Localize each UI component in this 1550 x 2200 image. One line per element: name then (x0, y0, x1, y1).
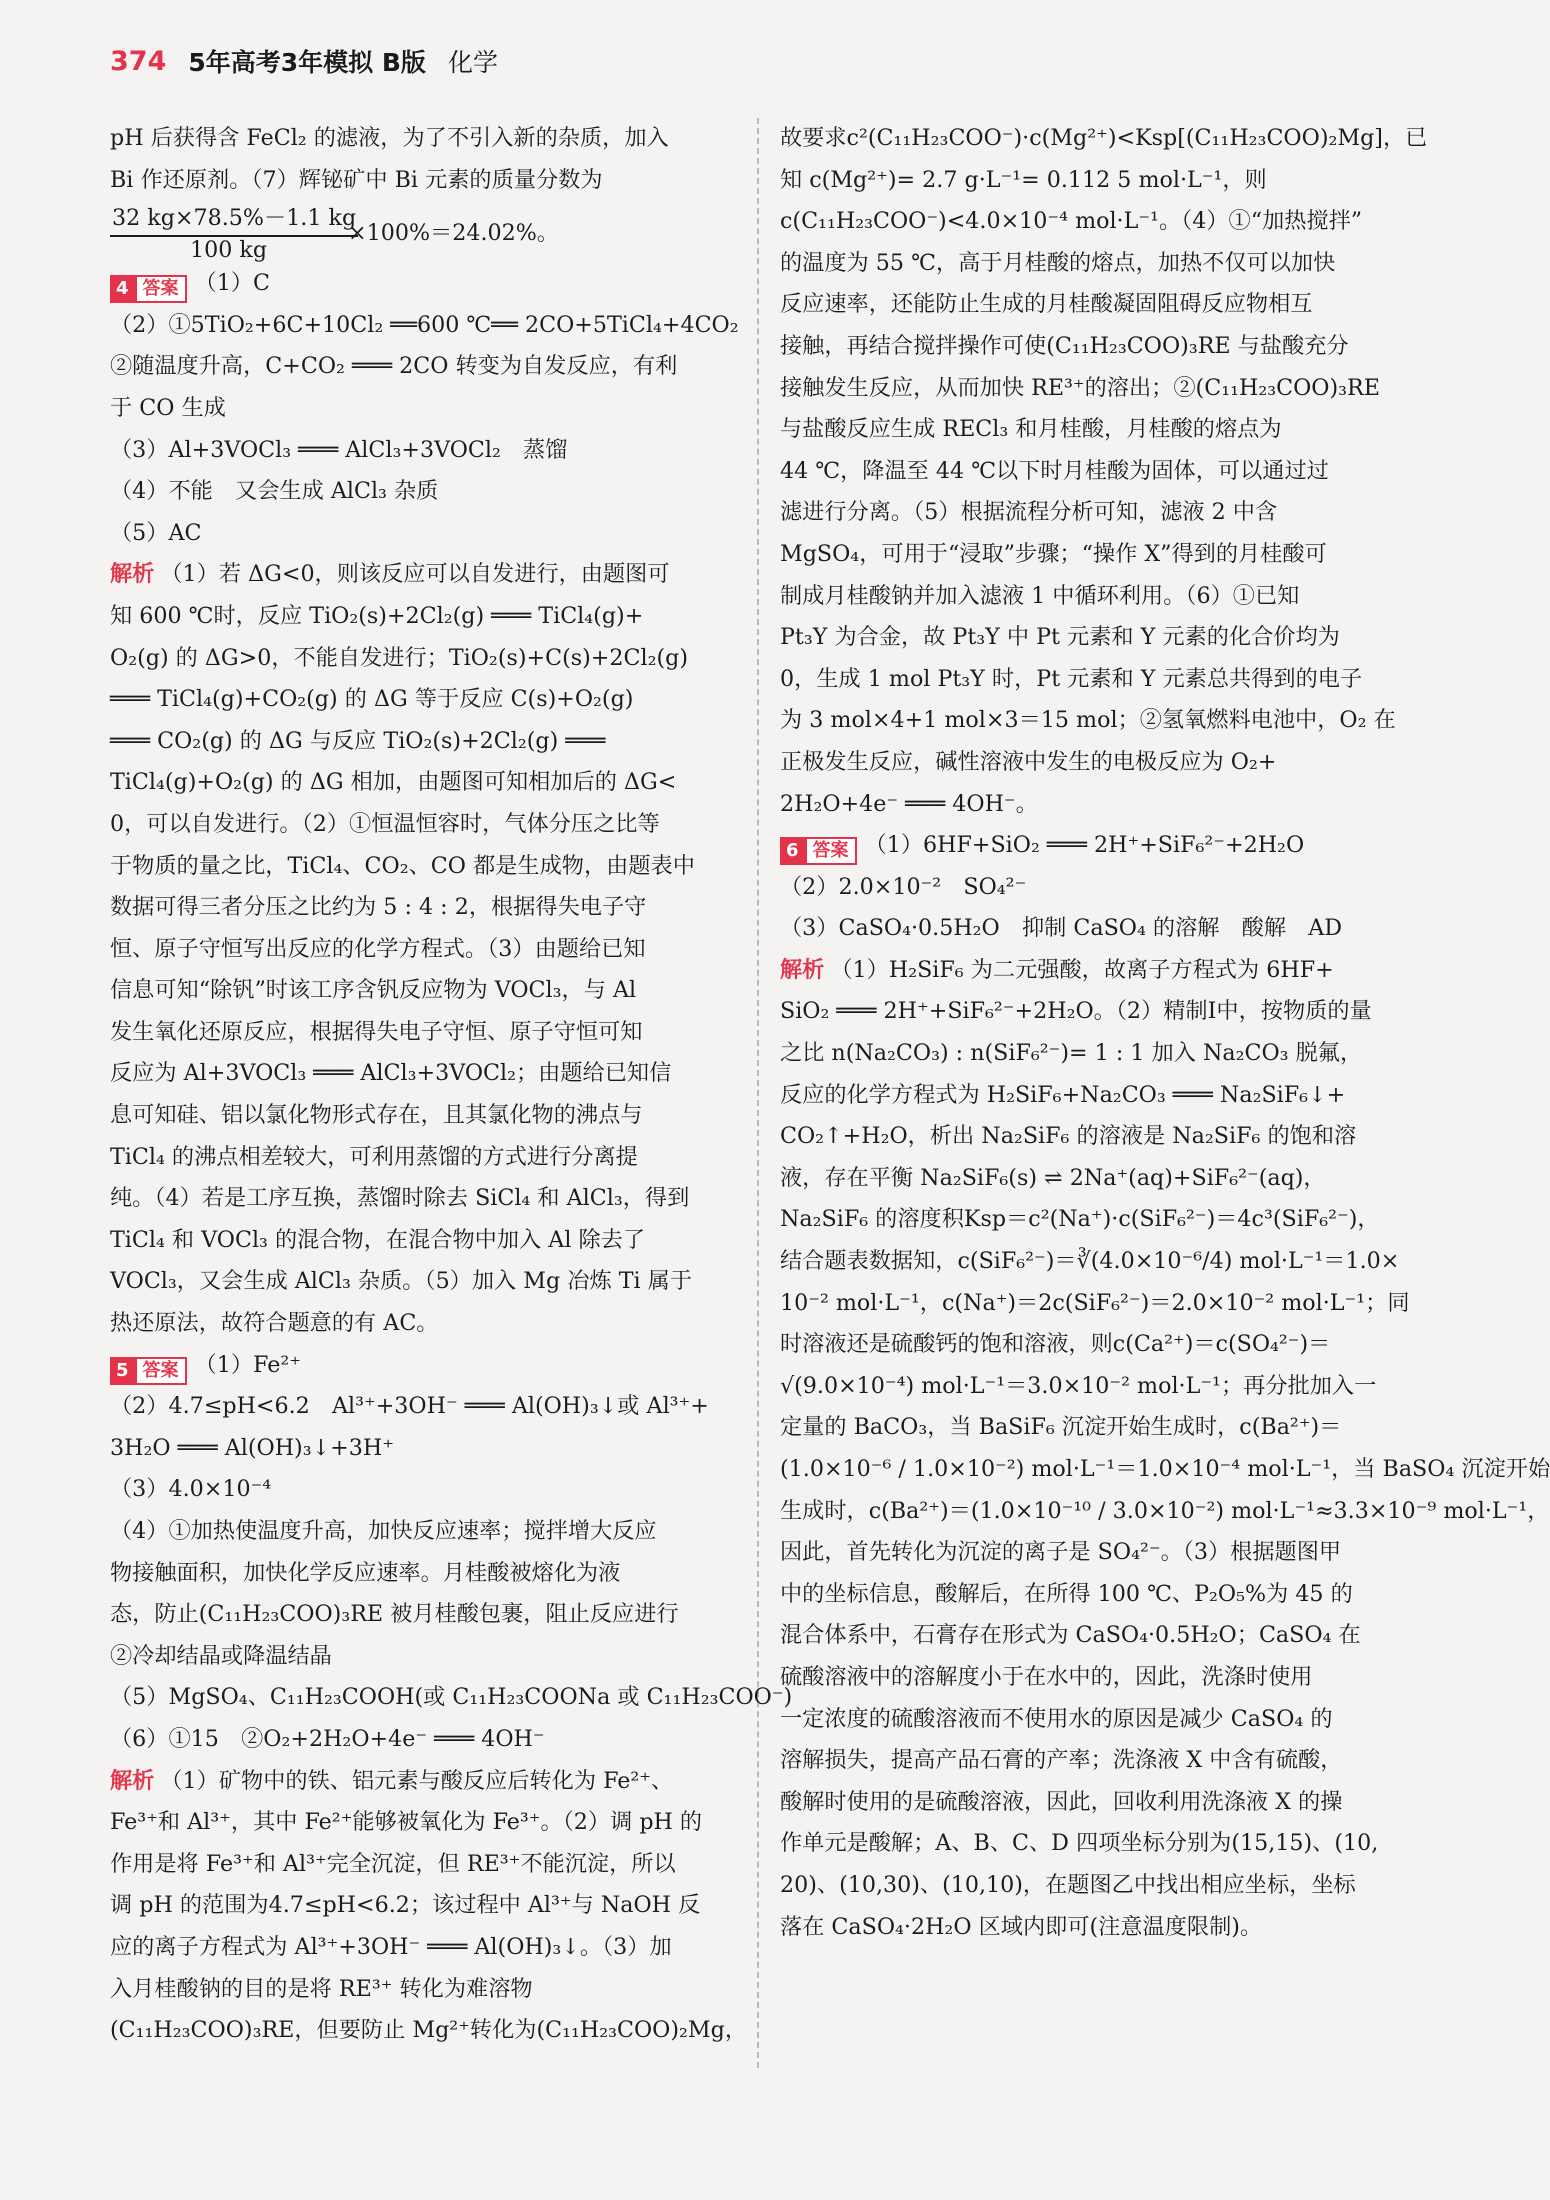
question-number: 6 (780, 837, 805, 865)
fraction-denominator: 100 kg (190, 237, 268, 264)
text-line: Pt₃Y 为合金，故 Pt₃Y 中 Pt 元素和 Y 元素的化合价均为 (780, 624, 1340, 651)
answer-line: （2）2.0×10⁻² SO₄²⁻ (780, 873, 1027, 900)
analysis-line: 恒、原子守恒写出反应的化学方程式。（3）由题给已知 (110, 935, 646, 962)
analysis-line: 时溶液还是硫酸钙的饱和溶液，则c(Ca²⁺)＝c(SO₄²⁻)＝ (780, 1331, 1331, 1358)
analysis-line: 反应的化学方程式为 H₂SiF₆+Na₂CO₃ ═══ Na₂SiF₆↓+ (780, 1081, 1346, 1108)
analysis-line: 液，存在平衡 Na₂SiF₆(s) ⇌ 2Na⁺(aq)+SiF₆²⁻(aq)， (780, 1164, 1326, 1191)
analysis-text: （1）若 ΔG<0，则该反应可以自发进行，由题图可 (160, 561, 670, 588)
page-header (110, 38, 498, 84)
text-line: 反应速率，还能防止生成的月桂酸凝固阻碍反应物相互 (780, 291, 1313, 318)
analysis-line: 作用是将 Fe³⁺和 Al³⁺完全沉淀，但 RE³⁺不能沉淀，所以 (110, 1850, 676, 1877)
analysis-text: （1）H₂SiF₆ 为二元强酸，故离子方程式为 6HF+ (830, 956, 1334, 983)
analysis-line: 入月桂酸钠的目的是将 RE³⁺ 转化为难溶物 (110, 1975, 533, 2002)
analysis-label: 解析 (110, 561, 155, 588)
analysis-line: 生成时，c(Ba²⁺)＝(1.0×10⁻¹⁰ / 3.0×10⁻²) mol·L⁻¹≈3.3×10⁻⁹ mol·L⁻¹， (780, 1497, 1550, 1524)
analysis-line: 反应为 Al+3VOCl₃ ═══ AlCl₃+3VOCl₂；由题给已知信 (110, 1060, 672, 1087)
answer-label: 答案 (805, 837, 857, 865)
analysis-line: 10⁻² mol·L⁻¹，c(Na⁺)＝2c(SiF₆²⁻)＝2.0×10⁻² mol·L⁻¹；同 (780, 1289, 1410, 1316)
analysis-line: 因此，首先转化为沉淀的离子是 SO₄²⁻。（3）根据题图甲 (780, 1539, 1342, 1566)
analysis-line: 落在 CaSO₄·2H₂O 区域内即可(注意温度限制)。 (780, 1913, 1263, 1940)
text-line: 滤进行分离。（5）根据流程分析可知，滤液 2 中含 (780, 499, 1278, 526)
question-number: 5 (110, 1357, 135, 1385)
analysis-line: 结合题表数据知，c(SiF₆²⁻)＝∛(4.0×10⁻⁶/4) mol·L⁻¹＝1.0× (780, 1248, 1400, 1275)
analysis-line: TiCl₄ 的沸点相差较大，可利用蒸馏的方式进行分离提 (110, 1143, 638, 1170)
q4-analysis-heading (110, 554, 736, 596)
text-line: 正极发生反应，碱性溶液中发生的电极反应为 O₂+ (780, 748, 1277, 775)
text-line: 制成月桂酸钠并加入滤液 1 中循环利用。（6）①已知 (780, 582, 1300, 609)
analysis-line: 数据可得三者分压之比约为 5 : 4 : 2，根据得失电子守 (110, 894, 647, 921)
answer-line: （3）4.0×10⁻⁴ (110, 1476, 272, 1503)
book-title: 5年高考3年模拟 B版 (188, 48, 426, 77)
answer-line: （3）CaSO₄·0.5H₂O 抑制 CaSO₄ 的溶解 酸解 AD (780, 915, 1343, 942)
analysis-line: ═══ CO₂(g) 的 ΔG 与反应 TiO₂(s)+2Cl₂(g) ═══ (110, 727, 606, 754)
answer-line: 物接触面积，加快化学反应速率。月桂酸被熔化为液 (110, 1559, 621, 1586)
question-number: 4 (110, 275, 135, 303)
answer-line: ②随温度升高，C+CO₂ ═══ 2CO 转变为自发反应，有利 (110, 353, 678, 380)
fraction-formula (110, 201, 736, 263)
analysis-line: (1.0×10⁻⁶ / 1.0×10⁻²) mol·L⁻¹＝1.0×10⁻⁴ mol·L⁻¹，当 BaSO₄ 沉淀开始 (780, 1456, 1550, 1482)
analysis-line: 知 600 ℃时，反应 TiO₂(s)+2Cl₂(g) ═══ TiCl₄(g)+ (110, 602, 644, 629)
answer-line: 态，防止(C₁₁H₂₃COO)₃RE 被月桂酸包裹，阻止反应进行 (110, 1601, 679, 1628)
analysis-line: 调 pH 的范围为4.7≤pH<6.2；该过程中 Al³⁺与 NaOH 反 (110, 1892, 701, 1919)
text-line: 2H₂O+4e⁻ ═══ 4OH⁻。 (780, 790, 1038, 817)
answer-text: （1）C (194, 270, 270, 297)
analysis-line: ═══ TiCl₄(g)+CO₂(g) 的 ΔG 等于反应 C(s)+O₂(g) (110, 686, 634, 713)
analysis-line: 之比 n(Na₂CO₃) : n(SiF₆²⁻)= 1 : 1 加入 Na₂CO₃ 脱氟， (780, 1040, 1363, 1067)
analysis-line: (C₁₁H₂₃COO)₃RE，但要防止 Mg²⁺转化为(C₁₁H₂₃COO)₂Mg， (110, 2017, 748, 2044)
answer-line: 3H₂O ═══ Al(OH)₃↓+3H⁺ (110, 1434, 394, 1461)
analysis-line: CO₂↑+H₂O，析出 Na₂SiF₆ 的溶液是 Na₂SiF₆ 的饱和溶 (780, 1123, 1357, 1150)
q6-analysis-heading (780, 950, 1410, 992)
answer-line: （2）①5TiO₂+6C+10Cl₂ ══600 ℃══ 2CO+5TiCl₄+4CO₂ (110, 311, 739, 338)
analysis-line: 硫酸溶液中的溶解度小于在水中的，因此，洗涤时使用 (780, 1663, 1313, 1690)
analysis-line: 于物质的量之比，TiCl₄、CO₂、CO 都是生成物，由题表中 (110, 852, 695, 879)
analysis-line: O₂(g) 的 ΔG>0，不能自发进行；TiO₂(s)+C(s)+2Cl₂(g) (110, 644, 688, 671)
analysis-line: 20)、(10,30)、(10,10)，在题图乙中找出相应坐标，坐标 (780, 1871, 1356, 1898)
answer-line: （5）MgSO₄、C₁₁H₂₃COOH(或 C₁₁H₂₃COONa 或 C₁₁H₂₃COO⁻) (110, 1684, 793, 1711)
analysis-line: 发生氧化还原反应，根据得失电子守恒、原子守恒可知 (110, 1018, 643, 1045)
answer-line: （5）AC (110, 519, 202, 546)
analysis-line: SiO₂ ═══ 2H⁺+SiF₆²⁻+2H₂O。（2）精制Ⅰ中，按物质的量 (780, 998, 1372, 1025)
analysis-line: 混合体系中，石膏存在形式为 CaSO₄·0.5H₂O；CaSO₄ 在 (780, 1622, 1361, 1649)
q5-analysis-heading (110, 1761, 736, 1803)
text-line: 接触发生反应，从而加快 RE³⁺的溶出；②(C₁₁H₂₃COO)₃RE (780, 374, 1380, 401)
subject-label: 化学 (447, 48, 498, 77)
text-line: 为 3 mol×4+1 mol×3＝15 mol；②氢氧燃料电池中，O₂ 在 (780, 707, 1396, 734)
answer-badge (780, 837, 857, 865)
answer-line: （4）①加热使温度升高，加快反应速率；搅拌增大反应 (110, 1518, 657, 1544)
analysis-line: 中的坐标信息，酸解后，在所得 100 ℃、P₂O₅%为 45 的 (780, 1580, 1353, 1607)
text-line: 知 c(Mg²⁺)= 2.7 g·L⁻¹= 0.112 5 mol·L⁻¹，则 (780, 166, 1267, 193)
answer-text: （1）6HF+SiO₂ ═══ 2H⁺+SiF₆²⁻+2H₂O (864, 832, 1305, 859)
text-line: 44 ℃，降温至 44 ℃以下时月桂酸为固体，可以通过过 (780, 457, 1329, 484)
analysis-line: 应的离子方程式为 Al³⁺+3OH⁻ ═══ Al(OH)₃↓。（3）加 (110, 1933, 672, 1960)
analysis-line: √(9.0×10⁻⁴) mol·L⁻¹＝3.0×10⁻² mol·L⁻¹；再分批加入一 (780, 1372, 1377, 1399)
q6-answer-heading (780, 825, 1410, 867)
answer-line: （3）Al+3VOCl₃ ═══ AlCl₃+3VOCl₂ 蒸馏 (110, 436, 568, 463)
text-line: 0，生成 1 mol Pt₃Y 时，Pt 元素和 Y 元素总共得到的电子 (780, 665, 1363, 692)
answer-line: （2）4.7≤pH<6.2 Al³⁺+3OH⁻ ═══ Al(OH)₃↓或 Al³⁺+ (110, 1393, 709, 1420)
answer-badge (110, 1357, 187, 1385)
answer-label: 答案 (135, 275, 187, 303)
fraction-numerator: 32 kg×78.5%－1.1 kg (110, 201, 358, 237)
answer-line: 于 CO 生成 (110, 394, 226, 421)
text-line: pH 后获得含 FeCl₂ 的滤液，为了不引入新的杂质，加入 (110, 125, 669, 151)
analysis-line: 作单元是酸解；A、B、C、D 四项坐标分别为(15,15)、(10, (780, 1830, 1379, 1857)
left-column (110, 118, 793, 2052)
analysis-line: 信息可知“除钒”时该工序含钒反应物为 VOCl₃，与 Al (110, 977, 637, 1004)
answer-line: （4）不能 又会生成 AlCl₃ 杂质 (110, 478, 439, 505)
text-line: c(C₁₁H₂₃COO⁻)<4.0×10⁻⁴ mol·L⁻¹。（4）①“加热搅拌” (780, 208, 1363, 235)
analysis-text: （1）矿物中的铁、铝元素与酸反应后转化为 Fe²⁺、 (160, 1767, 674, 1794)
answer-label: 答案 (135, 1357, 187, 1385)
text-line: 的温度为 55 ℃，高于月桂酸的熔点，加热不仅可以加快 (780, 249, 1336, 276)
fraction-result: ×100%＝24.02%。 (348, 220, 559, 247)
analysis-line: TiCl₄(g)+O₂(g) 的 ΔG 相加，由题图可知相加后的 ΔG< (110, 769, 677, 796)
analysis-label: 解析 (780, 956, 825, 983)
right-column (780, 118, 1550, 1948)
analysis-line: 一定浓度的硫酸溶液而不使用水的原因是减少 CaSO₄ 的 (780, 1705, 1333, 1732)
analysis-line: 热还原法，故符合题意的有 AC。 (110, 1310, 439, 1337)
answer-text: （1）Fe²⁺ (194, 1351, 301, 1378)
text-line: 故要求c²(C₁₁H₂₃COO⁻)·c(Mg²⁺)<Ksp[(C₁₁H₂₃COO)₂Mg]，已 (780, 125, 1428, 151)
text-line: 与盐酸反应生成 RECl₃ 和月桂酸，月桂酸的熔点为 (780, 416, 1282, 443)
q4-answer-heading (110, 263, 736, 305)
page-number: 374 (110, 45, 167, 77)
answer-line: （6）①15 ②O₂+2H₂O+4e⁻ ═══ 4OH⁻ (110, 1725, 545, 1752)
text-line: 接触，再结合搅拌操作可使(C₁₁H₂₃COO)₃RE 与盐酸充分 (780, 332, 1349, 359)
answer-badge (110, 275, 187, 303)
analysis-line: 纯。（4）若是工序互换，蒸馏时除去 SiCl₄ 和 AlCl₃，得到 (110, 1185, 690, 1212)
analysis-line: 酸解时使用的是硫酸溶液，因此，回收利用洗涤液 X 的操 (780, 1788, 1343, 1815)
answer-line: ②冷却结晶或降温结晶 (110, 1642, 332, 1669)
analysis-line: 溶解损失，提高产品石膏的产率；洗涤液 X 中含有硫酸， (780, 1747, 1343, 1774)
analysis-line: Na₂SiF₆ 的溶度积Ksp＝c²(Na⁺)·c(SiF₆²⁻)＝4c³(SiF₆²⁻)， (780, 1206, 1380, 1233)
analysis-line: 0，可以自发进行。（2）①恒温恒容时，气体分压之比等 (110, 810, 660, 837)
analysis-line: 定量的 BaCO₃，当 BaSiF₆ 沉淀开始生成时，c(Ba²⁺)＝ (780, 1414, 1342, 1441)
analysis-line: Fe³⁺和 Al³⁺，其中 Fe²⁺能够被氧化为 Fe³⁺。（2）调 pH 的 (110, 1809, 703, 1836)
q5-answer-heading (110, 1345, 736, 1387)
analysis-line: 息可知硅、铝以氯化物形式存在，且其氯化物的沸点与 (110, 1102, 643, 1129)
analysis-line: VOCl₃，又会生成 AlCl₃ 杂质。（5）加入 Mg 冶炼 Ti 属于 (110, 1268, 693, 1295)
analysis-line: TiCl₄ 和 VOCl₃ 的混合物，在混合物中加入 Al 除去了 (110, 1226, 646, 1253)
text-line: MgSO₄，可用于“浸取”步骤；“操作 X”得到的月桂酸可 (780, 540, 1327, 567)
analysis-label: 解析 (110, 1767, 155, 1794)
text-line: Bi 作还原剂。（7）辉铋矿中 Bi 元素的质量分数为 (110, 166, 603, 193)
column-divider (757, 118, 759, 2068)
